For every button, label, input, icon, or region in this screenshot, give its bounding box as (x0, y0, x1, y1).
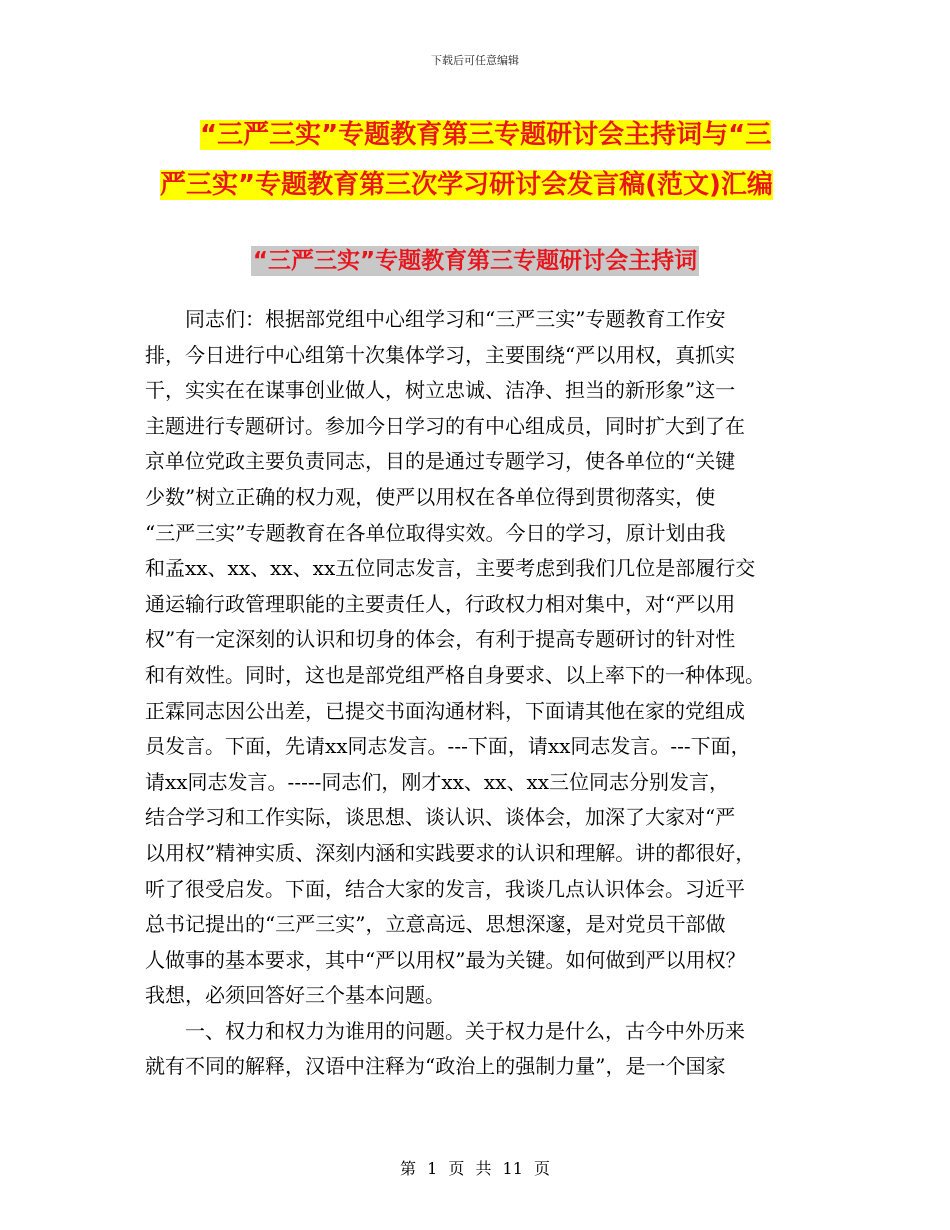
body-line: 主题进行专题研讨。参加今日学习的有中心组成员，同时扩大到了在 (145, 413, 745, 438)
page-footer: 第 1 页 共 11 页 (400, 1159, 550, 1178)
title-line-1: “三严三实”专题教育第三专题研讨会主持词与“三 (200, 120, 772, 150)
body-line: 正霖同志因公出差，已提交书面沟通材料，下面请其他在家的党组成 (145, 698, 745, 723)
body-line: 以用权”精神实质、深刻内涵和实践要求的认识和理解。讲的都很好， (145, 840, 756, 865)
body-text (145, 302, 825, 1085)
body-line: 京单位党政主要负责同志，目的是通过专题学习，使各单位的“关键 (145, 449, 736, 474)
body-line: 就有不同的解释，汉语中注释为“政治上的强制力量”，是一个国家 (145, 1054, 726, 1079)
section-heading (0, 242, 950, 275)
body-line: 员发言。下面，先请xx同志发言。---下面，请xx同志发言。---下面， (145, 734, 751, 759)
section-heading-text: “三严三实”专题教育第三专题研讨会主持词 (252, 248, 698, 274)
body-line: 少数”树立正确的权力观，使严以用权在各单位得到贯彻落实，使 (145, 484, 716, 509)
body-line: 我想，必须回答好三个基本问题。 (145, 983, 445, 1008)
body-line: 干，实实在在谋事创业做人，树立忠诚、洁净、担当的新形象”这一 (145, 378, 736, 403)
body-line: 结合学习和工作实际，谈思想、谈认识、谈体会，加深了大家对“严 (145, 805, 736, 830)
body-line: 通运输行政管理职能的主要责任人，行政权力相对集中，对“严以用 (145, 591, 736, 616)
body-line: 权”有一定深刻的认识和切身的体会，有利于提高专题研讨的针对性 (145, 627, 736, 652)
title-line-2: 严三实”专题教育第三次学习研讨会发言稿(范文)汇编 (160, 170, 773, 200)
body-line: 听了很受启发。下面，结合大家的发言，我谈几点认识体会。习近平 (145, 876, 745, 901)
header-note: 下载后可任意编辑 (431, 54, 519, 67)
body-line: 总书记提出的“三严三实”，立意高远、思想深邃，是对党员干部做 (145, 912, 726, 937)
body-line: 人做事的基本要求，其中“严以用权”最为关键。如何做到严以用权？ (145, 947, 746, 972)
body-line: 和孟xx、xx、xx、xx五位同志发言，主要考虑到我们几位是部履行交 (145, 556, 756, 581)
document-title (160, 110, 820, 210)
body-line: 排，今日进行中心组第十次集体学习，主要围绕“严以用权，真抓实 (145, 342, 736, 367)
body-line: 请xx同志发言。-----同志们，刚才xx、xx、xx三位同志分别发言， (145, 769, 730, 794)
body-line: 同志们：根据部党组中心组学习和“三严三实”专题教育工作安 (145, 307, 726, 331)
body-line: 和有效性。同时，这也是部党组严格自身要求、以上率下的一种体现。 (145, 662, 765, 687)
body-line: “三严三实”专题教育在各单位取得实效。今日的学习，原计划由我 (145, 520, 726, 545)
body-line: 一、权力和权力为谁用的问题。关于权力是什么，古今中外历来 (145, 1018, 745, 1043)
